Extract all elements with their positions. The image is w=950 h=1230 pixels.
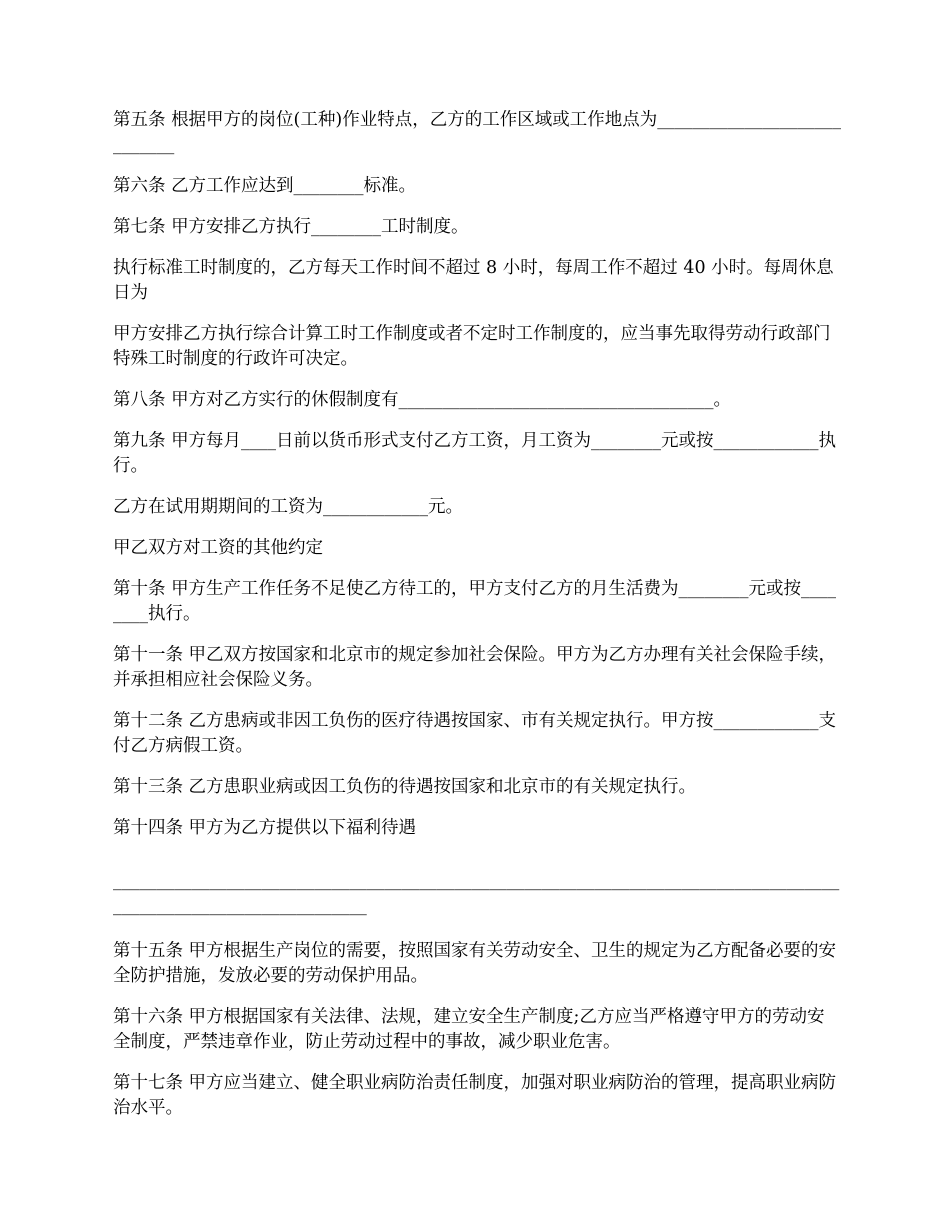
welfare-blank-lines: ________________________________________________________________________________________________________________	[113, 871, 840, 916]
article-6: 第六条 乙方工作应达到________标准。	[113, 176, 417, 196]
standard-hours-paragraph: 执行标准工时制度的，乙方每天工作时间不超过 8 小时，每周工作不超过 40 小时。每周休息日为	[113, 258, 834, 303]
article-9: 第九条 甲方每月____日前以货币形式支付乙方工资，月工资为________元或按____________执行。	[113, 431, 837, 476]
probation-wage-paragraph: 乙方在试用期期间的工资为____________元。	[113, 497, 463, 517]
article-17: 第十七条 甲方应当建立、健全职业病防治责任制度，加强对职业病防治的管理，提高职业病防治水平。	[113, 1073, 837, 1118]
article-14: 第十四条 甲方为乙方提供以下福利待遇	[113, 818, 417, 838]
article-11: 第十一条 甲乙双方按国家和北京市的规定参加社会保险。甲方为乙方办理有关社会保险手续，并承担相应社会保险义务。	[113, 645, 837, 690]
article-13: 第十三条 乙方患职业病或因工负伤的待遇按国家和北京市的有关规定执行。	[113, 777, 697, 797]
article-12: 第十二条 乙方患病或非因工负伤的医疗待遇按国家、市有关规定执行。甲方按____________支付乙方病假工资。	[113, 711, 837, 756]
article-5: 第五条 根据甲方的岗位(工种)作业特点，乙方的工作区域或工作地点为____________________________	[113, 110, 841, 155]
other-wage-agreement-paragraph: 甲乙双方对工资的其他约定	[113, 538, 323, 558]
article-7: 第七条 甲方安排乙方执行________工时制度。	[113, 217, 469, 237]
article-16: 第十六条 甲方根据国家有关法律、法规，建立安全生产制度;乙方应当严格遵守甲方的劳动安全制度，严禁违章作业，防止劳动过程中的事故，减少职业危害。	[113, 1007, 825, 1052]
document-body	[113, 108, 841, 1137]
article-10: 第十条 甲方生产工作任务不足使乙方待工的，甲方支付乙方的月生活费为________元或按________执行。	[113, 579, 837, 624]
article-15: 第十五条 甲方根据生产岗位的需要，按照国家有关劳动安全、卫生的规定为乙方配备必要的安全防护措施，发放必要的劳动保护用品。	[113, 941, 837, 986]
special-hours-paragraph: 甲方安排乙方执行综合计算工时工作制度或者不定时工作制度的，应当事先取得劳动行政部门特殊工时制度的行政许可决定。	[113, 324, 831, 369]
article-8: 第八条 甲方对乙方实行的休假制度有____________________________________。	[113, 390, 732, 410]
